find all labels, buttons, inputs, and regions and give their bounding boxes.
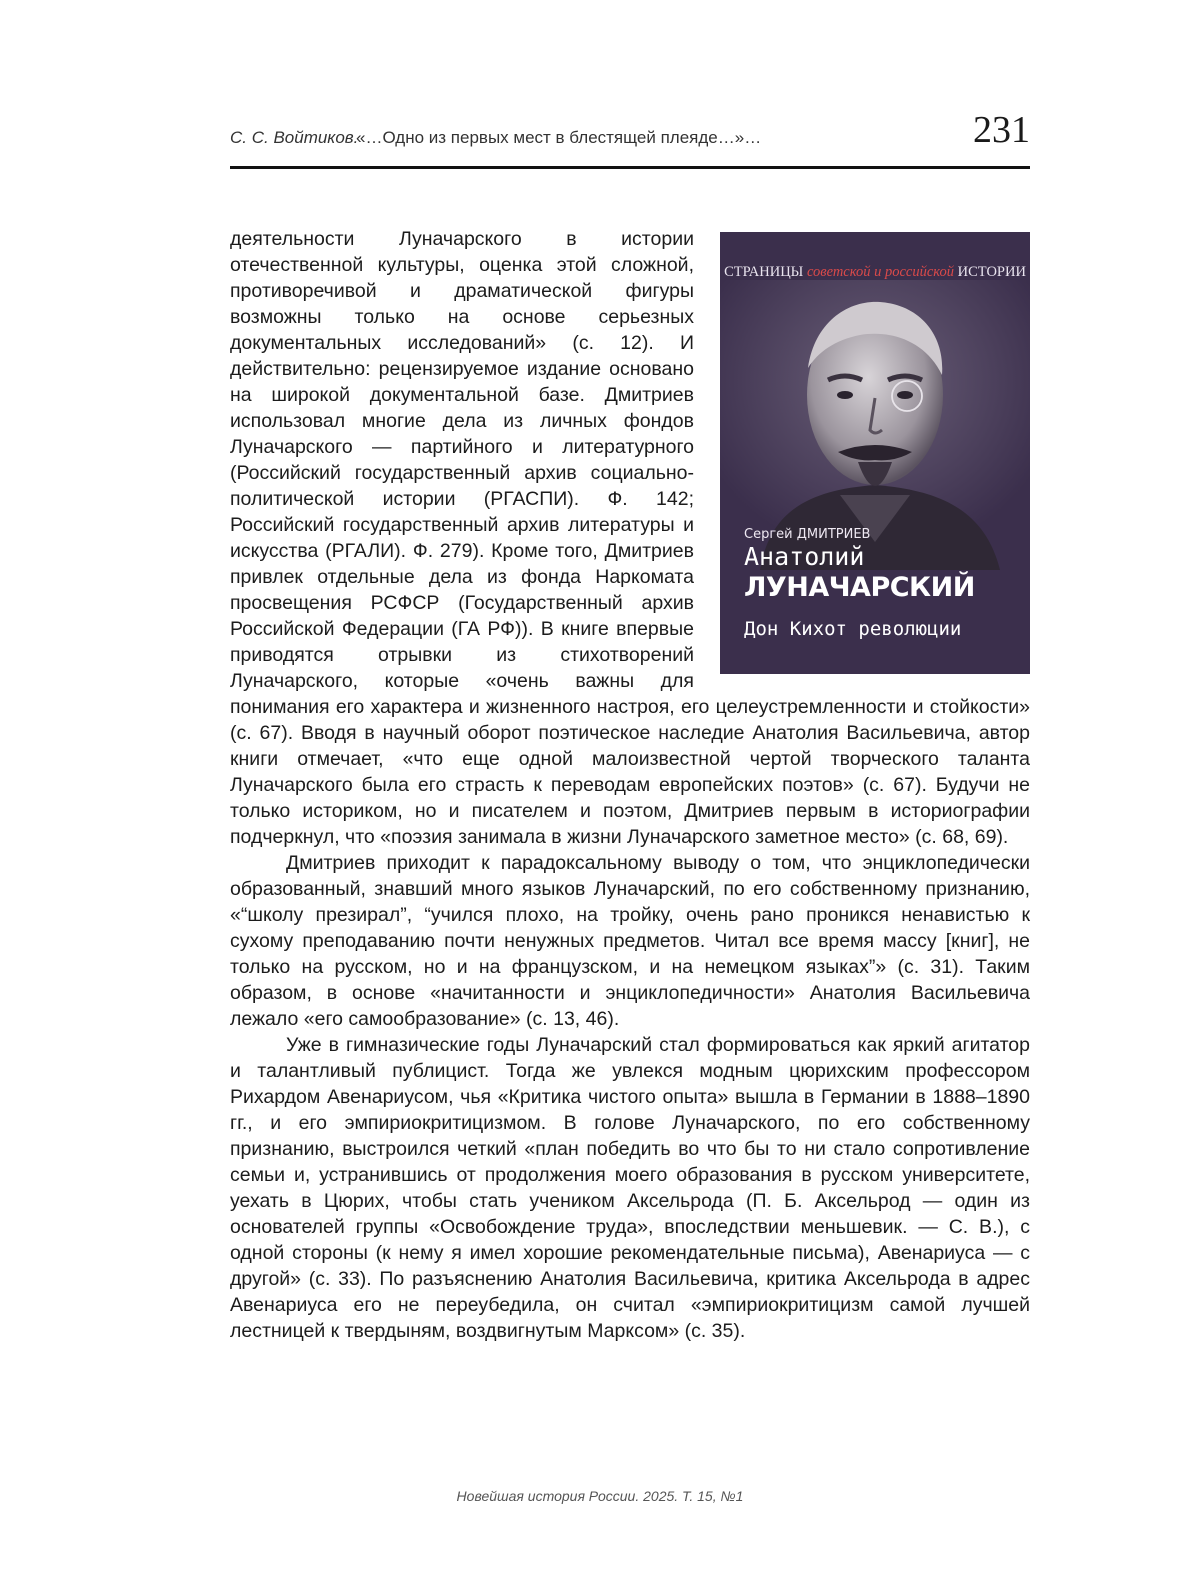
cover-author: Сергей ДМИТРИЕВ bbox=[744, 527, 871, 542]
cover-name-first: Анатолий bbox=[744, 542, 865, 571]
cover-series-suffix: ИСТОРИИ bbox=[954, 264, 1026, 280]
paragraph: Дмитриев приходит к парадоксальному выводу о том, что энциклопедически образованный, знавший много языков Луначарский, по его собственному признанию, «“школу презирал”, “учился плохо, на тройку, очень рано проникся ненавистью к сухому преподаванию почти ненужных предметов. Читал все время массу [книг], не только на русском, но и на французском, и на немецком языках”» (с. 31). Таким образом, в основе «начитанности и энциклопедичности» Анатолия Васильевича лежало «его самообразование» (с. 13, 46). bbox=[230, 852, 1030, 1030]
header-rule bbox=[230, 166, 1030, 169]
paragraph: Уже в гимназические годы Луначарский стал формироваться как яркий агитатор и талантливый публицист. Тогда же увлекся модным цюрихским профессором Рихардом Авенариусом, чья «Критика чистого опыта» вышла в Германии в 1888–1890 гг., и его эмпириокритицизмом. В голове Луначарского, по его собственному признанию, выстроился четкий «план победить во что бы то ни стало сопротивление семьи и, устранившись от продолжения моего образования в русском университете, уехать в Цюрих, чтобы стать учеником Аксельрода (П. Б. Аксельрод — один из основателей группы «Освобождение труда», впоследствии меньшевик. — С. В.), с одной стороны (к нему я имел хорошие рекомендательные письма), Авенариуса — с другой» (с. 33). По разъяснению Анатолия Васильевича, критика Аксельрода в адрес Авенариуса его не переубедила, он считал «эмпириокритицизм самой лучшей лестницей к твердыням, воздвигнутым Марксом» (с. 35). bbox=[230, 1034, 1030, 1342]
header-article-title: «…Одно из первых мест в блестящей плеяде…»… bbox=[356, 128, 762, 147]
article-body bbox=[230, 226, 1030, 1344]
running-header bbox=[230, 108, 1030, 164]
book-cover-image bbox=[720, 232, 1030, 674]
page-number: 231 bbox=[973, 109, 1030, 151]
paragraph: деятельности Луначарского в истории отечественной культуры, оценка этой сложной, противоречивой и драматической фигуры возможны только на основе серьезных документальных исследований» (с. 12). И действительно: рецензируемое издание основано на широкой документальной базе. Дмитриев использовал многие дела из личных фондов Луначарского — партийного и литературного (Российский государственный архив социально-политической истории (РГАСПИ). Ф. 142; Российский государственный архив литературы и искусства (РГАЛИ). Ф. 279). Кроме того, Дмитриев привлек отдельные дела из фонда Наркомата просвещения РСФСР (Государственный архив Российской Федерации (ГА РФ)). В книге впервые приводятся отрывки из стихотворений Луначарского, которые «очень важны для понимания его характера и жизненного настроя, его целеустремленности и стойкости» (с. 67). Вводя в научный оборот поэтическое наследие Анатолия Васильевича, автор книги отмечает, «что еще одной малоизвестной чертой творческого таланта Луначарского была его страсть к переводам европейских поэтов» (с. 67). Будучи не только историком, но и писателем и поэтом, Дмитриев первым в историографии подчеркнул, что «поэзия занимала в жизни Луначарского заметное место» (с. 68, 69). bbox=[230, 228, 1030, 848]
cover-series-highlight: советской и российской bbox=[806, 264, 955, 280]
cover-name-last: ЛУНАЧАРСКИЙ bbox=[744, 572, 975, 603]
cover-subtitle: Дон Кихот революции bbox=[744, 618, 962, 640]
journal-footer: Новейшая история России. 2025. Т. 15, №1 bbox=[456, 1488, 744, 1504]
cover-series-prefix: СТРАНИЦЫ bbox=[724, 264, 807, 280]
header-author: С. С. Войтиков. bbox=[230, 128, 359, 147]
